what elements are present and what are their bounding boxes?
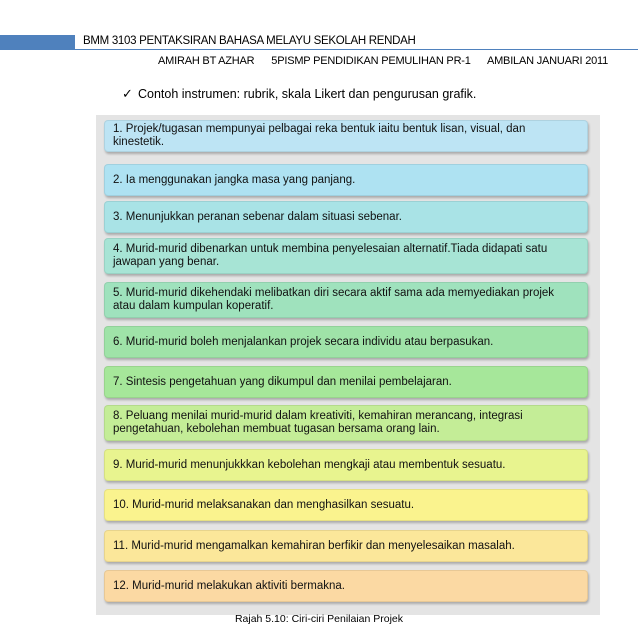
- header-accent-bar: [0, 35, 75, 50]
- characteristic-box: 3. Menunjukkan peranan sebenar dalam situasi sebenar.: [104, 201, 588, 233]
- intake-name: AMBILAN JANUARI 2011: [486, 55, 609, 67]
- characteristic-box: 2. Ia menggunakan jangka masa yang panjang.: [104, 164, 588, 196]
- characteristic-box: 12. Murid-murid melakukan aktiviti bermakna.: [104, 570, 588, 602]
- document-title: BMM 3103 PENTAKSIRAN BAHASA MELAYU SEKOLAH RENDAH: [83, 35, 416, 47]
- characteristic-box: 5. Murid-murid dikehendaki melibatkan diri secara aktif sama ada memyediakan projek atau dalam kumpulan koperatif.: [104, 282, 588, 318]
- characteristic-box: 1. Projek/tugasan mempunyai pelbagai reka bentuk iaitu bentuk lisan, visual, dan kinestetik.: [104, 120, 588, 152]
- header-rule: [75, 49, 638, 50]
- author-line: [158, 55, 622, 67]
- characteristic-box: 10. Murid-murid melaksanakan dan menghasilkan sesuatu.: [104, 489, 588, 521]
- characteristic-box: 8. Peluang menilai murid-murid dalam kreativiti, kemahiran merancang, integrasi pengetahuan, kebolehan membuat tugasan bersama orang lain.: [104, 405, 588, 441]
- characteristic-box: 9. Murid-murid menunjukkkan kebolehan mengkaji atau membentuk sesuatu.: [104, 449, 588, 481]
- characteristic-box: 11. Murid-murid mengamalkan kemahiran berfikir dan menyelesaikan masalah.: [104, 530, 588, 562]
- intro-bullet: [122, 86, 476, 102]
- characteristic-box: 6. Murid-murid boleh menjalankan projek secara individu atau berpasukan.: [104, 326, 588, 358]
- intro-text: Contoh instrumen: rubrik, skala Likert dan pengurusan grafik.: [138, 87, 477, 101]
- figure-caption: Rajah 5.10: Ciri-ciri Penilaian Projek: [234, 613, 404, 625]
- program-name: 5PISMP PENDIDIKAN PEMULIHAN PR-1: [271, 55, 471, 67]
- characteristic-box: 7. Sintesis pengetahuan yang dikumpul dan menilai pembelajaran.: [104, 366, 588, 398]
- check-icon: ✓: [122, 86, 133, 101]
- author-name: AMIRAH BT AZHAR: [158, 55, 255, 67]
- characteristic-box: 4. Murid-murid dibenarkan untuk membina penyelesaian alternatif.Tiada didapati satu jawapan yang benar.: [104, 238, 588, 274]
